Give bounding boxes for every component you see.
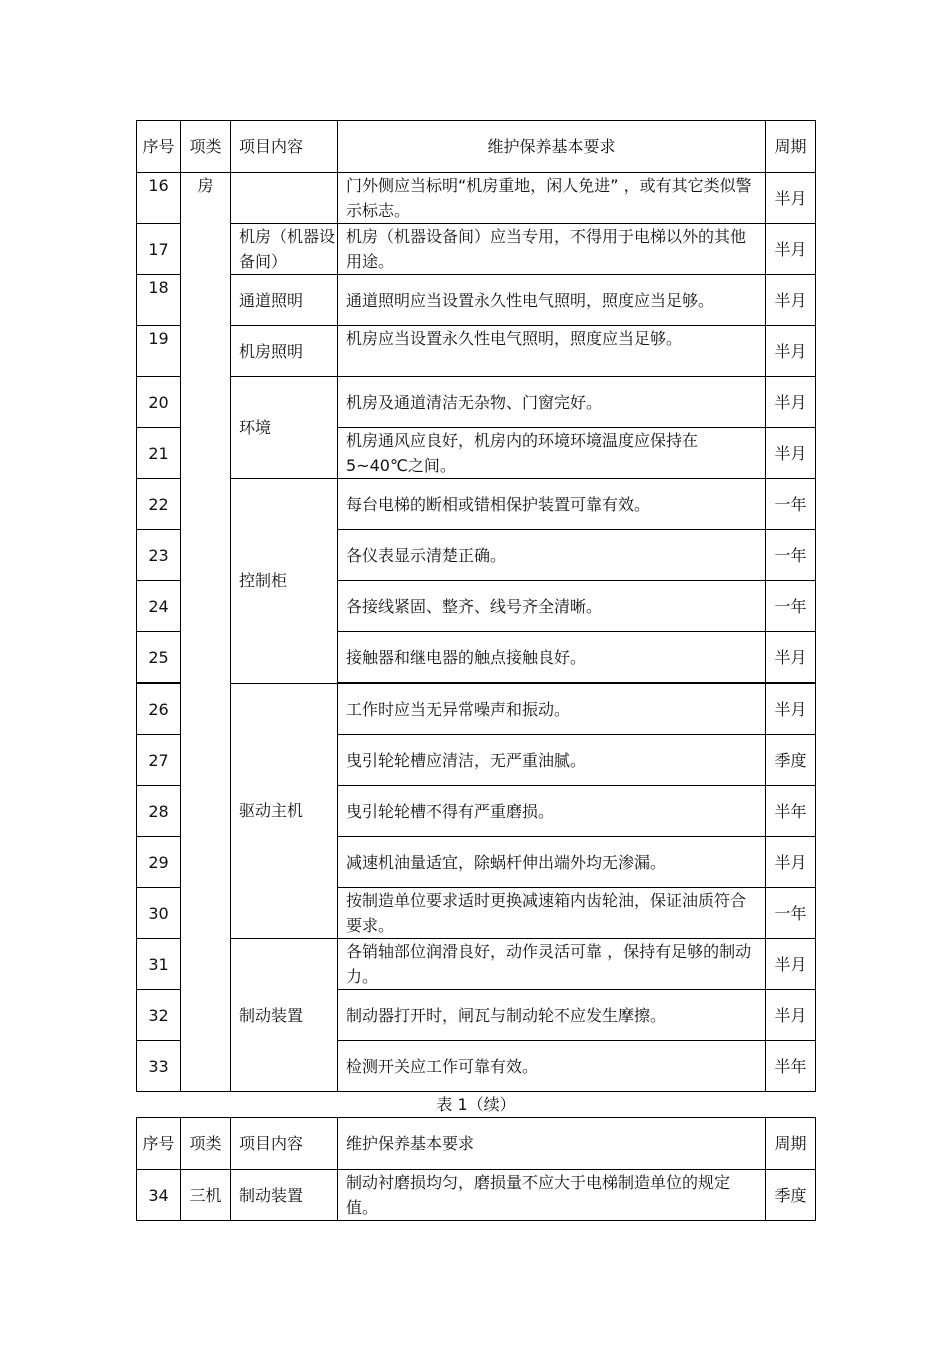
seq-cell: 21	[137, 428, 181, 479]
cycle-cell: 半月	[766, 224, 816, 275]
seq-cell: 34	[137, 1170, 181, 1221]
cycle-cell: 半年	[766, 1041, 816, 1092]
cycle-cell: 半月	[766, 326, 816, 377]
table-row	[137, 326, 816, 377]
item-cell: 通道照明	[231, 275, 338, 326]
seq-cell: 30	[137, 888, 181, 939]
header-requirement: 维护保养基本要求	[338, 1118, 766, 1170]
requirement-cell: 检测开关应工作可靠有效。	[338, 1041, 766, 1092]
seq-cell: 22	[137, 479, 181, 530]
seq-cell: 32	[137, 990, 181, 1041]
item-cell: 机房（机器设备间）	[231, 224, 338, 275]
requirement-cell: 工作时应当无异常噪声和振动。	[338, 683, 766, 735]
requirement-cell: 各销轴部位润滑良好，动作灵活可靠 ，保持有足够的制动力。	[338, 939, 766, 990]
seq-cell: 25	[137, 632, 181, 684]
requirement-cell: 机房通风应良好，机房内的环境环境温度应保持在 5~40℃之间。	[338, 428, 766, 479]
maintenance-table-2	[136, 1117, 816, 1221]
header-category: 项类	[181, 121, 231, 173]
item-cell: 机房照明	[231, 326, 338, 377]
item-cell	[231, 173, 338, 224]
requirement-cell: 机房应当设置永久性电气照明，照度应当足够。	[338, 326, 766, 377]
seq-cell: 16	[137, 173, 181, 224]
cycle-cell: 半月	[766, 428, 816, 479]
cycle-cell: 一年	[766, 530, 816, 581]
header-category: 项类	[181, 1118, 231, 1170]
category-cell: 房	[181, 173, 231, 1092]
table-row	[137, 939, 816, 990]
item-cell: 制动装置	[231, 939, 338, 1092]
requirement-cell: 通道照明应当设置永久性电气照明，照度应当足够。	[338, 275, 766, 326]
cycle-cell: 一年	[766, 888, 816, 939]
requirement-cell: 各仪表显示清楚正确。	[338, 530, 766, 581]
table-row	[137, 683, 816, 735]
header-seq: 序号	[137, 121, 181, 173]
table-row	[137, 377, 816, 428]
seq-cell: 24	[137, 581, 181, 632]
table-row	[137, 224, 816, 275]
item-cell: 环境	[231, 377, 338, 479]
requirement-cell: 减速机油量适宜，除蜗杆伸出端外均无渗漏。	[338, 837, 766, 888]
requirement-cell: 每台电梯的断相或错相保护装置可靠有效。	[338, 479, 766, 530]
header-cycle: 周期	[766, 1118, 816, 1170]
requirement-cell: 各接线紧固、整齐、线号齐全清晰。	[338, 581, 766, 632]
table-row	[137, 479, 816, 530]
seq-cell: 26	[137, 683, 181, 735]
header-item: 项目内容	[231, 1118, 338, 1170]
category-cell: 三机	[181, 1170, 231, 1221]
requirement-cell: 曳引轮轮槽应清洁，无严重油腻。	[338, 735, 766, 786]
seq-cell: 23	[137, 530, 181, 581]
seq-cell: 33	[137, 1041, 181, 1092]
seq-cell: 27	[137, 735, 181, 786]
cycle-cell: 半月	[766, 275, 816, 326]
seq-cell: 17	[137, 224, 181, 275]
seq-cell: 28	[137, 786, 181, 837]
table-row	[137, 1170, 816, 1221]
requirement-cell: 制动衬磨损均匀，磨损量不应大于电梯制造单位的规定值。	[338, 1170, 766, 1221]
requirement-cell: 门外侧应当标明“机房重地，闲人免进” ，或有其它类似警示标志。	[338, 173, 766, 224]
cycle-cell: 一年	[766, 479, 816, 530]
item-cell: 控制柜	[231, 479, 338, 684]
requirement-cell: 曳引轮轮槽不得有严重磨损。	[338, 786, 766, 837]
requirement-cell: 制动器打开时，闸瓦与制动轮不应发生摩擦。	[338, 990, 766, 1041]
requirement-cell: 按制造单位要求适时更换减速箱内齿轮油，保证油质符合要求。	[338, 888, 766, 939]
seq-cell: 20	[137, 377, 181, 428]
cycle-cell: 半月	[766, 377, 816, 428]
header-seq: 序号	[137, 1118, 181, 1170]
header-item: 项目内容	[231, 121, 338, 173]
cycle-cell: 半月	[766, 632, 816, 684]
table-caption: 表 1（续）	[436, 1095, 516, 1114]
cycle-cell: 半月	[766, 939, 816, 990]
cycle-cell: 半月	[766, 173, 816, 224]
requirement-cell: 机房及通道清洁无杂物、门窗完好。	[338, 377, 766, 428]
seq-cell: 29	[137, 837, 181, 888]
item-cell: 驱动主机	[231, 683, 338, 939]
seq-cell: 19	[137, 326, 181, 377]
cycle-cell: 半月	[766, 990, 816, 1041]
cycle-cell: 半月	[766, 683, 816, 735]
cycle-cell: 半年	[766, 786, 816, 837]
header-cycle: 周期	[766, 121, 816, 173]
table-row	[137, 173, 816, 224]
seq-cell: 18	[137, 275, 181, 326]
header-requirement: 维护保养基本要求	[338, 121, 766, 173]
requirement-cell: 机房（机器设备间）应当专用，不得用于电梯以外的其他用途。	[338, 224, 766, 275]
table-row	[137, 275, 816, 326]
cycle-cell: 半月	[766, 837, 816, 888]
cycle-cell: 一年	[766, 581, 816, 632]
item-cell: 制动装置	[231, 1170, 338, 1221]
seq-cell: 31	[137, 939, 181, 990]
requirement-cell: 接触器和继电器的触点接触良好。	[338, 632, 766, 684]
cycle-cell: 季度	[766, 735, 816, 786]
cycle-cell: 季度	[766, 1170, 816, 1221]
maintenance-table-1	[136, 120, 816, 1092]
